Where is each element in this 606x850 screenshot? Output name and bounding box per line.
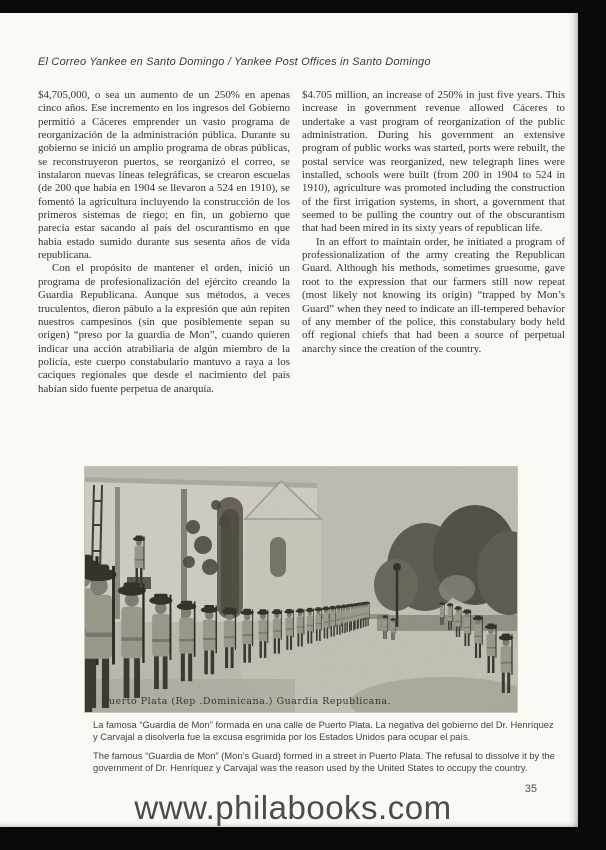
page-number: 35 <box>524 783 537 795</box>
watermark-text: www.philabooks.com <box>134 789 452 826</box>
paragraph-spanish-2: Con el propósito de mantener el orden, inició un programa de profesionalización del ejército creando la Guardia Republicana. Aunque sus métodos, a veces truculentos, dieron pábulo a la expresión que aún repiten nuestros campesinos (sin que posiblemente sepan su origen) “preso por la guardia de Mon”, cuando quieren indicar una acción atrabiliaria de algún miembro de la policía, este cuerpo constabulario mantuvo a raya a los caciques regionales que desde el nacimiento del país habían sido fuente perpetua de anarquía. <box>38 262 290 395</box>
photo-embedded-caption: Puerto Plata (Rep .Dominicana.) Guardia Republicana. <box>102 696 392 707</box>
historical-photo-guardia-republicana <box>85 467 517 712</box>
book-page <box>0 13 578 827</box>
caption-english: The famous “Guardia de Mon” (Mon’s Guard) formed in a street in Puerto Plata. The refusal to dissolve it by the government of Dr. Henríquez y Carvajal was the reason used by the United States to occupy the country. <box>93 750 555 773</box>
paragraph-spanish-1: $4,705,000, o sea un aumento de un 250% en apenas cinco años. Ese incremento en los ingresos del Gobierno permitió a Cáceres emprender un vasto programa de reorganización de la administración pública. Durante su gobierno se inició un amplio programa de obras públicas, se reconstruyeron puertos, se reorganizó el correo, se instalaron nuevas líneas telegráficas, se crearon escuelas (de 200 que había en 1904 se llevaron a 524 en 1910), se fomentó la agricultura incluyendo la construcción de los primeros sistemas de riego; en fin, un gobierno que parecía estar sacando al país del oscurantismo en que había estado sumido durante sus sesenta años de vida republicana. <box>38 89 290 262</box>
paragraph-english-1: $4.705 million, an increase of 250% in just five years. This increase in government revenue allowed Cáceres to undertake a vast program of reorganization of the public administration. During his government an extensive program of public works was started, ports were rebuilt, the postal service was reorganized, new telegraph lines were installed, schools were built (from 200 in 1904 to 524 in 1910), agriculture was promoted including the construction of the first irrigation systems, in short, a government that seemed to be pulling the country out of the obscurantism that had been mired in its sixty years of republican life. <box>302 89 565 235</box>
photo-grain-overlay <box>85 467 517 712</box>
running-header: El Correo Yankee en Santo Domingo / Yankee Post Offices in Santo Domingo <box>38 56 431 68</box>
text-columns <box>38 89 565 396</box>
caption-spanish: La famosa “Guardia de Mon” formada en una calle de Puerto Plata. La negativa del gobierno del Dr. Henríquez y Carvajal a disolverla fue la excusa esgrimida por los Estados Unidos para ocupar el país. <box>93 719 554 742</box>
column-english <box>302 89 565 396</box>
paragraph-english-2: In an effort to maintain order, he initiated a program of professionalization of the army creating the Republican Guard. Although his methods, sometimes gruesome, gave root to the expression that our farmers still now repeat (most likely not knowing its origin) “trapped by Mon’s Guard” when they need to indicate an ill-tempered behavior of any member of the police, this constabulary body held off regional chiefs that had been a source of perpetual anarchy since the creation of the country. <box>302 235 565 355</box>
column-spanish <box>38 89 290 396</box>
